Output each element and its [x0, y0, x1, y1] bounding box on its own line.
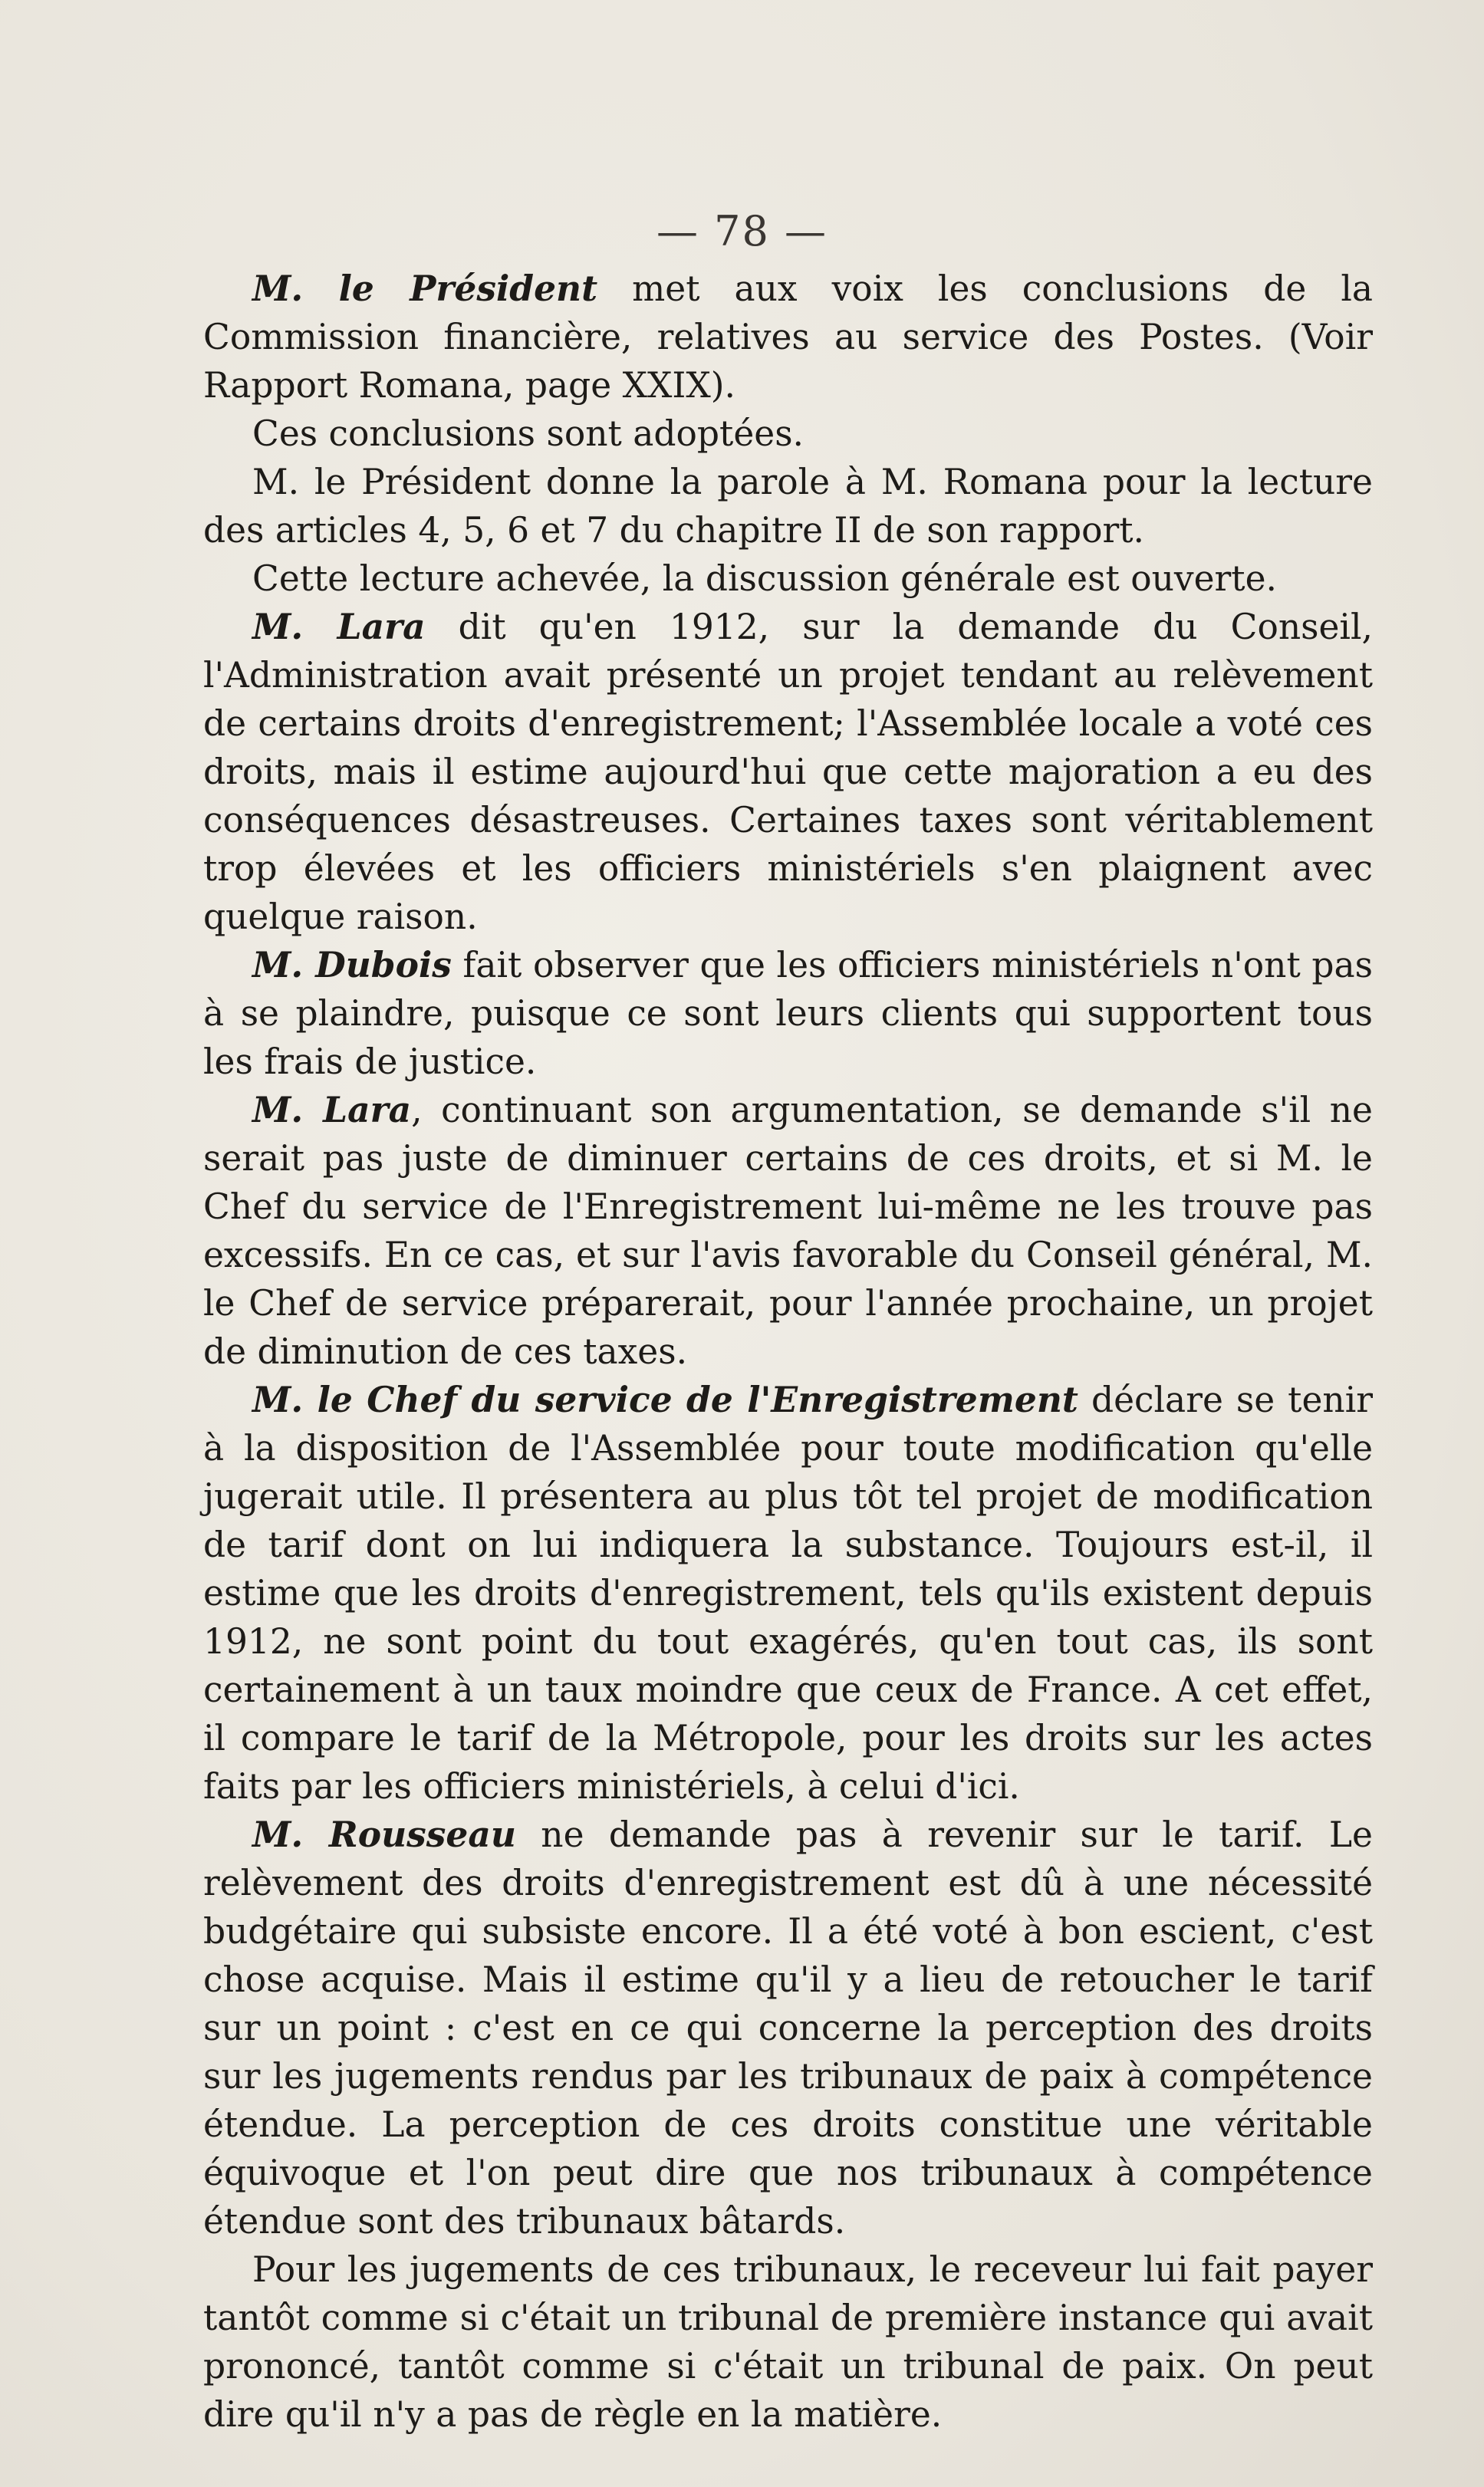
- speaker-name: M. Lara: [252, 606, 426, 647]
- paragraph-text: dit qu'en 1912, sur la demande du Conseil, l'Administration avait présenté un projet tendant au relèvement de certains droits d'enregistrement; l'Assemblée locale a voté ces droits, mais il estime aujourd'hui que cette majoration a eu des conséquences désastreuses. Certaines taxes sont véritablement trop élevées et les officiers ministériels s'en plaignent avec quelque raison.: [203, 607, 1373, 937]
- paragraph: [203, 410, 1373, 458]
- paragraph: [203, 265, 1373, 410]
- paragraph-text: , continuant son argumentation, se demande s'il ne serait pas juste de diminuer certains de ces droits, et si M. le Chef du service de l'Enregistrement lui-même ne les trouve pas excessifs. En ce cas, et sur l'avis favorable du Conseil général, M. le Chef de service préparerait, pour l'année prochaine, un projet de diminution de ces taxes.: [203, 1090, 1373, 1372]
- paragraph: [203, 458, 1373, 554]
- speaker-name: M. le Chef du service de l'Enregistrement: [252, 1379, 1078, 1420]
- page-number: — 78 —: [656, 207, 828, 255]
- speaker-name: M. Lara: [252, 1089, 412, 1130]
- paragraph: [203, 1811, 1373, 2245]
- body-text: [203, 265, 1373, 2439]
- paragraph: [203, 2245, 1373, 2439]
- paragraph-text: déclare se tenir à la disposition de l'Assemblée pour toute modification qu'elle jugerait utile. Il présentera au plus tôt tel projet de modification de tarif dont on lui indiquera la substance. Toujours est-il, il estime que les droits d'enregistrement, tels qu'ils existent depuis 1912, ne sont point du tout exagérés, qu'en tout cas, ils sont certainement à un taux moindre que ceux de France. A cet effet, il compare le tarif de la Métropole, pour les droits sur les actes faits par les officiers ministériels, à celui d'ici.: [203, 1380, 1373, 1807]
- paragraph-text: fait observer que les officiers ministériels n'ont pas à se plaindre, puisque ce sont leurs clients qui supportent tous les frais de justice.: [203, 945, 1373, 1082]
- paragraph: [203, 1376, 1373, 1811]
- paragraph: [203, 1086, 1373, 1376]
- paragraph-text: Pour les jugements de ces tribunaux, le receveur lui fait payer tantôt comme si c'était un tribunal de première instance qui avait prononcé, tantôt comme si c'était un tribunal de paix. On peut dire qu'il n'y a pas de règle en la matière.: [203, 2249, 1373, 2435]
- speaker-name: M. Dubois: [252, 944, 452, 985]
- speaker-name: M. Rousseau: [252, 1814, 516, 1855]
- paragraph: [203, 603, 1373, 941]
- paragraph-text: ne demande pas à revenir sur le tarif. Le relèvement des droits d'enregistrement est dû à une nécessité budgétaire qui subsiste encore. Il a été voté à bon escient, c'est chose acquise. Mais il estime qu'il y a lieu de retoucher le tarif sur un point : c'est en ce qui concerne la perception des droits sur les jugements rendus par les tribunaux de paix à compétence étendue. La perception de ces droits constitue une véritable équivoque et l'on peut dire que nos tribunaux à compétence étendue sont des tribunaux bâtards.: [203, 1814, 1373, 2242]
- paragraph: [203, 554, 1373, 603]
- paragraph-text: Ces conclusions sont adoptées.: [252, 413, 805, 454]
- paragraph-text: Cette lecture achevée, la discussion générale est ouverte.: [252, 558, 1277, 599]
- speaker-name: M. le Président: [252, 268, 598, 309]
- paragraph-text: met aux voix les conclusions de la Commission financière, relatives au service des Postes. (Voir Rapport Romana, page XXIX).: [203, 268, 1373, 406]
- paragraph: [203, 941, 1373, 1086]
- paragraph-text: M. le Président donne la parole à M. Romana pour la lecture des articles 4, 5, 6 et 7 du chapitre II de son rapport.: [203, 462, 1373, 551]
